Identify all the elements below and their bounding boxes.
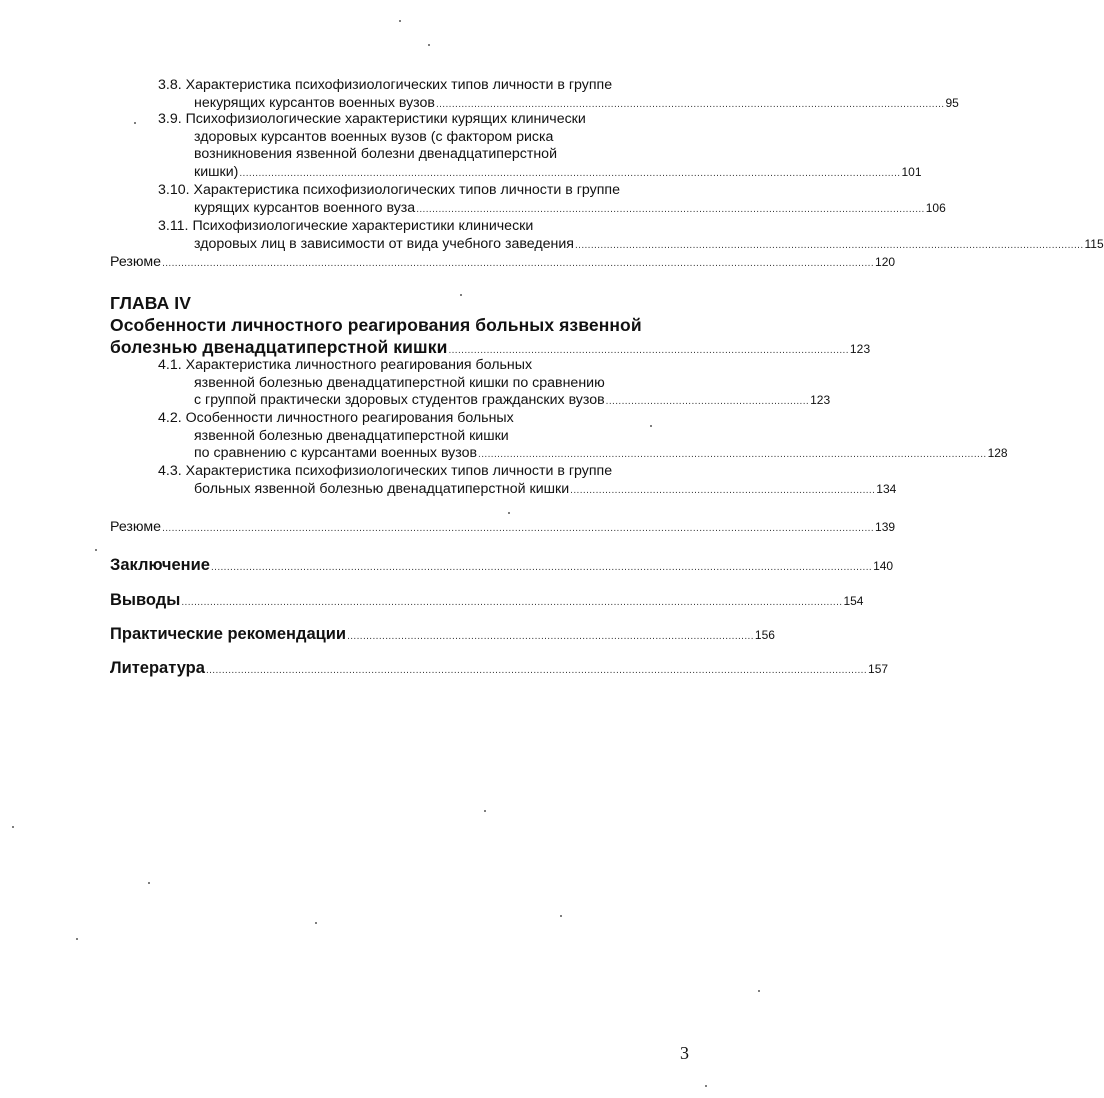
toc-entry-line: некурящих курсантов военных вузов: [194, 94, 435, 111]
toc-entry-3-9: [158, 111, 922, 182]
toc-page-number: 101: [901, 164, 922, 179]
toc-entry-line: 4.3. Характеристика психофизиологических типов личности в группе: [158, 463, 613, 479]
toc-entry-leader: [110, 556, 894, 577]
toc-entry-title: Литература: [110, 659, 205, 677]
scan-speck: [148, 882, 150, 884]
toc-entry-leader: [110, 254, 896, 273]
toc-entry-leader: [110, 625, 775, 646]
dot-leader: ................................................................................................: [570, 484, 876, 496]
scan-speck: [650, 425, 652, 427]
toc-entry-line: 4.2. Особенности личностного реагирования больных: [158, 410, 514, 426]
toc-entry-title: Заключение: [110, 556, 210, 574]
toc-entry-leader: [158, 235, 1104, 255]
toc-entry-line: 3.10. Характеристика психофизиологических типов личности в группе: [158, 182, 621, 198]
toc-entry-literature: [110, 659, 889, 680]
chapter-4-heading: [110, 292, 871, 362]
dot-leader: ................................................................................................................................................................: [574, 239, 1084, 251]
toc-entry-title: Практические рекомендации: [110, 625, 347, 643]
dot-leader: ..............................................................................................................................: [448, 345, 849, 356]
dot-leader: ................................................................................................................................................................................................................: [181, 597, 843, 608]
toc-entry-4-3: [158, 463, 897, 499]
scan-speck: [315, 922, 317, 924]
dot-leader: ................................................................................................................................................................................................................: [210, 562, 873, 573]
scan-speck: [484, 810, 486, 812]
scan-speck: [560, 915, 562, 917]
chapter-label: ГЛАВА IV: [110, 293, 192, 313]
toc-page-number: 156: [754, 628, 775, 642]
toc-entry-line: язвенной болезнью двенадцатиперстной кишки по сравнению: [194, 374, 605, 391]
toc-entry-line: 3.9. Психофизиологические характеристики курящих клинически: [158, 111, 586, 127]
toc-entry-resume-1: [110, 254, 896, 273]
scan-speck: [428, 44, 430, 46]
dot-leader: ................................................................: [605, 396, 810, 407]
toc-page-number: 139: [875, 520, 896, 534]
toc-entry-leader: [158, 199, 946, 219]
dot-leader: ................................................................................................................................................................: [435, 98, 945, 110]
toc-entry-line: здоровых лиц в зависимости от вида учебного заведения: [194, 235, 574, 252]
toc-page-number: 123: [849, 342, 871, 356]
toc-entry-line: возникновения язвенной болезни двенадцатиперстной: [194, 146, 557, 162]
toc-entry-leader: [158, 445, 1008, 464]
toc-entry-line: язвенной болезнью двенадцатиперстной кишки: [194, 427, 509, 444]
dot-leader: ................................................................................................................................................................................................................: [239, 167, 901, 179]
toc-entry-line: кишки): [194, 163, 239, 180]
scan-speck: [758, 990, 760, 992]
toc-entry-leader: [110, 591, 864, 612]
toc-page-number: 140: [873, 559, 894, 573]
toc-entry-line: с группой практически здоровых студентов гражданских вузов: [194, 392, 605, 408]
toc-page-number: 120: [875, 255, 896, 269]
toc-entry-3-11: [158, 218, 1104, 254]
toc-entry-leader: [110, 659, 889, 680]
scan-speck: [705, 1085, 707, 1087]
toc-entry-title: Резюме: [110, 254, 162, 270]
toc-entry-line: по сравнению с курсантами военных вузов: [194, 445, 478, 461]
toc-entry-leader: [158, 480, 897, 500]
toc-entry-3-10: [158, 182, 946, 218]
chapter-title-line: Особенности личностного реагирования больных язвенной: [110, 315, 642, 335]
toc-entry-4-2: [158, 410, 1008, 464]
dot-leader: ................................................................................................................................................................: [416, 203, 925, 215]
toc-entry-line: здоровых курсантов военных вузов (с фактором риска: [194, 128, 554, 145]
toc-entry-3-8: [158, 77, 959, 113]
toc-entry-line: 3.11. Психофизиологические характеристики клинически: [158, 218, 534, 234]
toc-entry-resume-2: [110, 519, 896, 538]
dot-leader: ................................................................................................................................................................................................................: [205, 665, 868, 676]
toc-entry-line: 3.8. Характеристика психофизиологических типов личности в группе: [158, 77, 613, 93]
chapter-title-line: болезнью двенадцатиперстной кишки: [110, 337, 448, 357]
toc-page-number: 123: [810, 393, 831, 407]
scan-speck: [134, 122, 136, 124]
toc-page-number: 134: [876, 481, 897, 496]
toc-page-number: 128: [987, 446, 1008, 460]
toc-entry-leader: [158, 392, 831, 411]
scan-speck: [76, 938, 78, 940]
toc-entry-line: курящих курсантов военного вуза: [194, 199, 416, 216]
scan-speck: [508, 512, 510, 514]
scan-speck: [460, 294, 462, 296]
toc-entry-title: Выводы: [110, 591, 181, 609]
toc-entry-4-1: [158, 357, 831, 411]
dot-leader: ................................................................................................................................................................................................................................: [162, 258, 875, 269]
toc-entry-leader: [110, 519, 896, 538]
dot-leader: ................................................................................................................................: [347, 631, 754, 642]
toc-entry-conclusion: [110, 556, 894, 577]
scan-speck: [95, 549, 97, 551]
dot-leader: ................................................................................................................................................................................................................................: [162, 523, 875, 534]
toc-page-number: 115: [1084, 236, 1104, 251]
scan-speck: [12, 826, 14, 828]
scan-speck: [399, 20, 401, 22]
toc-entry-conclusions: [110, 591, 864, 612]
toc-page-number: 157: [868, 662, 889, 676]
toc-entry-line: 4.1. Характеристика личностного реагирования больных: [158, 357, 533, 373]
toc-entry-title: Резюме: [110, 519, 162, 535]
toc-entry-leader: [158, 163, 922, 183]
toc-entry-line: больных язвенной болезнью двенадцатиперстной кишки: [194, 480, 570, 497]
toc-page-number: 154: [843, 594, 864, 608]
dot-leader: ................................................................................................................................................................: [478, 449, 987, 460]
page-number: 3: [680, 1043, 689, 1063]
toc-page-number: 95: [945, 95, 959, 110]
toc-entry-recommendations: [110, 625, 775, 646]
toc-page-number: 106: [925, 200, 946, 215]
